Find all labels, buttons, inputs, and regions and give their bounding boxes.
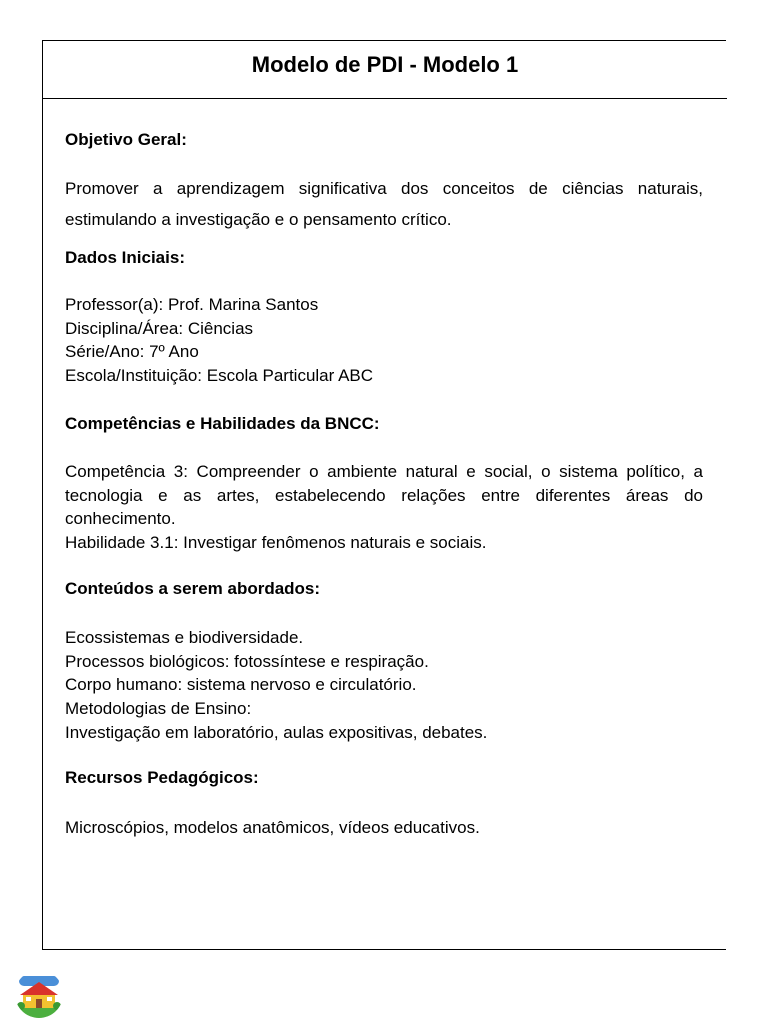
dados-escola: Escola/Instituição: Escola Particular ABC <box>65 366 374 386</box>
objetivo-text: Promover a aprendizagem significativa dos conceitos de ciências naturais, estimulando a investigação e o pensamento crítico. <box>65 179 703 229</box>
dados-list <box>65 293 703 388</box>
dados-professor: Professor(a): Prof. Marina Santos <box>65 295 319 314</box>
conteudos-heading: Conteúdos a serem abordados: <box>65 579 321 598</box>
bncc-competencia: Competência 3: Compreender o ambiente natural e social, o sistema político, a tecnologia e as artes, estabelecendo relações entre diferentes áreas do conhecimento. <box>65 462 703 529</box>
conteudo-item: Ecossistemas e biodiversidade. <box>65 628 304 647</box>
recursos-text <box>65 816 703 840</box>
school-house-icon <box>15 970 63 1018</box>
dados-heading: Dados Iniciais: <box>65 248 185 267</box>
dados-disciplina: Disciplina/Área: Ciências <box>65 318 254 338</box>
conteudo-item: Processos biológicos: fotossíntese e respiração. <box>65 651 429 671</box>
title-row <box>43 41 727 99</box>
dados-serie: Série/Ano: 7º Ano <box>65 342 199 362</box>
bncc-heading: Competências e Habilidades da BNCC: <box>65 414 380 433</box>
school-logo <box>15 970 63 1018</box>
bncc-text <box>65 460 703 555</box>
conteudo-item: Investigação em laboratório, aulas expositivas, debates. <box>65 722 488 742</box>
recursos-heading: Recursos Pedagógicos: <box>65 768 259 787</box>
document-title: Modelo de PDI - Modelo 1 <box>251 52 519 77</box>
conteudos-list <box>65 626 703 745</box>
objetivo-heading: Objetivo Geral: <box>65 130 187 149</box>
recursos-item: Microscópios, modelos anatômicos, vídeos educativos. <box>65 818 480 837</box>
bncc-habilidade: Habilidade 3.1: Investigar fenômenos naturais e sociais. <box>65 533 487 553</box>
conteudo-item: Metodologias de Ensino: <box>65 699 252 719</box>
conteudo-item: Corpo humano: sistema nervoso e circulatório. <box>65 675 417 695</box>
document-frame <box>42 40 726 950</box>
